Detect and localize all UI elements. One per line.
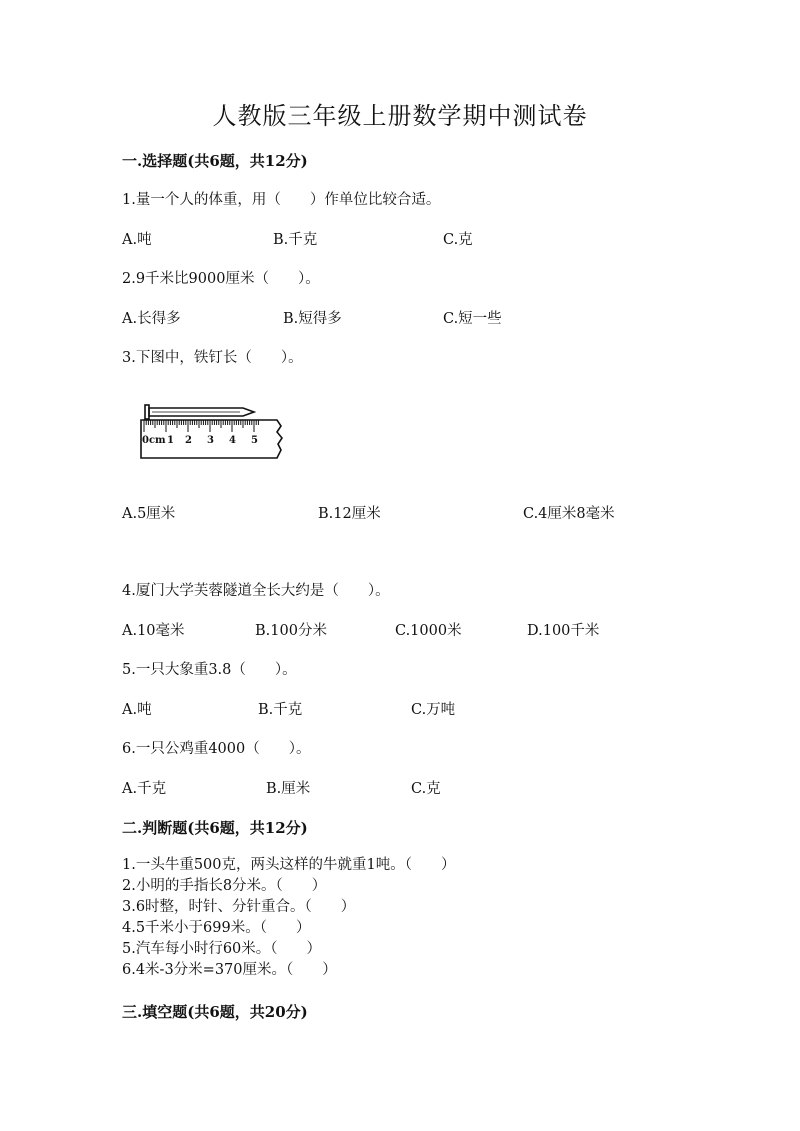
q1-option-c: C.克 xyxy=(443,232,473,248)
nail-icon xyxy=(145,405,254,419)
q4-option-d: D.100千米 xyxy=(527,623,600,639)
question-5: 5.一只大象重3.8（ ）。 xyxy=(122,662,297,678)
section-heading-fill: 三.填空题(共6题，共20分) xyxy=(122,1003,308,1021)
page-title: 人教版三年级上册数学期中测试卷 xyxy=(212,102,588,130)
ruler-label-5: 5 xyxy=(251,435,258,446)
section-heading-judge: 二.判断题(共6题，共12分) xyxy=(122,819,308,837)
q5-option-c: C.万吨 xyxy=(411,702,456,718)
ruler-icon xyxy=(141,420,282,458)
q6-option-b: B.厘米 xyxy=(266,781,311,797)
q3-option-b: B.12厘米 xyxy=(318,506,381,522)
q3-option-a: A.5厘米 xyxy=(122,506,176,522)
q2-option-c: C.短一些 xyxy=(443,311,502,327)
q3-option-c: C.4厘米8毫米 xyxy=(523,506,615,522)
ruler-label-3: 3 xyxy=(207,435,214,446)
ruler-label-4: 4 xyxy=(229,435,236,446)
q5-option-a: A.吨 xyxy=(122,702,152,718)
judge-item-1: 1.一头牛重500克，两头这样的牛就重1吨。（ ） xyxy=(122,857,456,873)
ruler-label-0cm: 0cm xyxy=(142,435,166,446)
q6-option-c: C.克 xyxy=(411,781,441,797)
section-heading-choice: 一.选择题(共6题，共12分) xyxy=(122,152,308,170)
q4-option-c: C.1000米 xyxy=(395,623,462,639)
question-4: 4.厦门大学芙蓉隧道全长大约是（ ）。 xyxy=(122,583,390,599)
question-1: 1.量一个人的体重，用（ ）作单位比较合适。 xyxy=(122,192,441,208)
q1-option-a: A.吨 xyxy=(122,232,152,248)
ruler-label-2: 2 xyxy=(185,435,192,446)
q2-option-a: A.长得多 xyxy=(122,311,181,327)
question-2: 2.9千米比9000厘米（ ）。 xyxy=(122,271,320,287)
q1-option-b: B.千克 xyxy=(273,232,318,248)
judge-item-2: 2.小明的手指长8分米。（ ） xyxy=(122,878,327,894)
judge-item-4: 4.5千米小于699米。（ ） xyxy=(122,920,311,936)
q4-option-a: A.10毫米 xyxy=(122,623,185,639)
question-6: 6.一只公鸡重4000（ ）。 xyxy=(122,741,311,757)
q5-option-b: B.千克 xyxy=(258,702,303,718)
judge-item-3: 3.6时整，时针、分针重合。（ ） xyxy=(122,899,356,915)
ruler-label-1: 1 xyxy=(167,435,174,446)
q2-option-b: B.短得多 xyxy=(283,311,342,327)
question-3: 3.下图中，铁钉长（ ）。 xyxy=(122,350,303,366)
judge-item-5: 5.汽车每小时行60米。（ ） xyxy=(122,941,322,957)
ruler-nail-figure xyxy=(140,402,290,462)
q4-option-b: B.100分米 xyxy=(255,623,327,639)
q6-option-a: A.千克 xyxy=(122,781,167,797)
judge-item-6: 6.4米-3分米=370厘米。（ ） xyxy=(122,962,337,978)
